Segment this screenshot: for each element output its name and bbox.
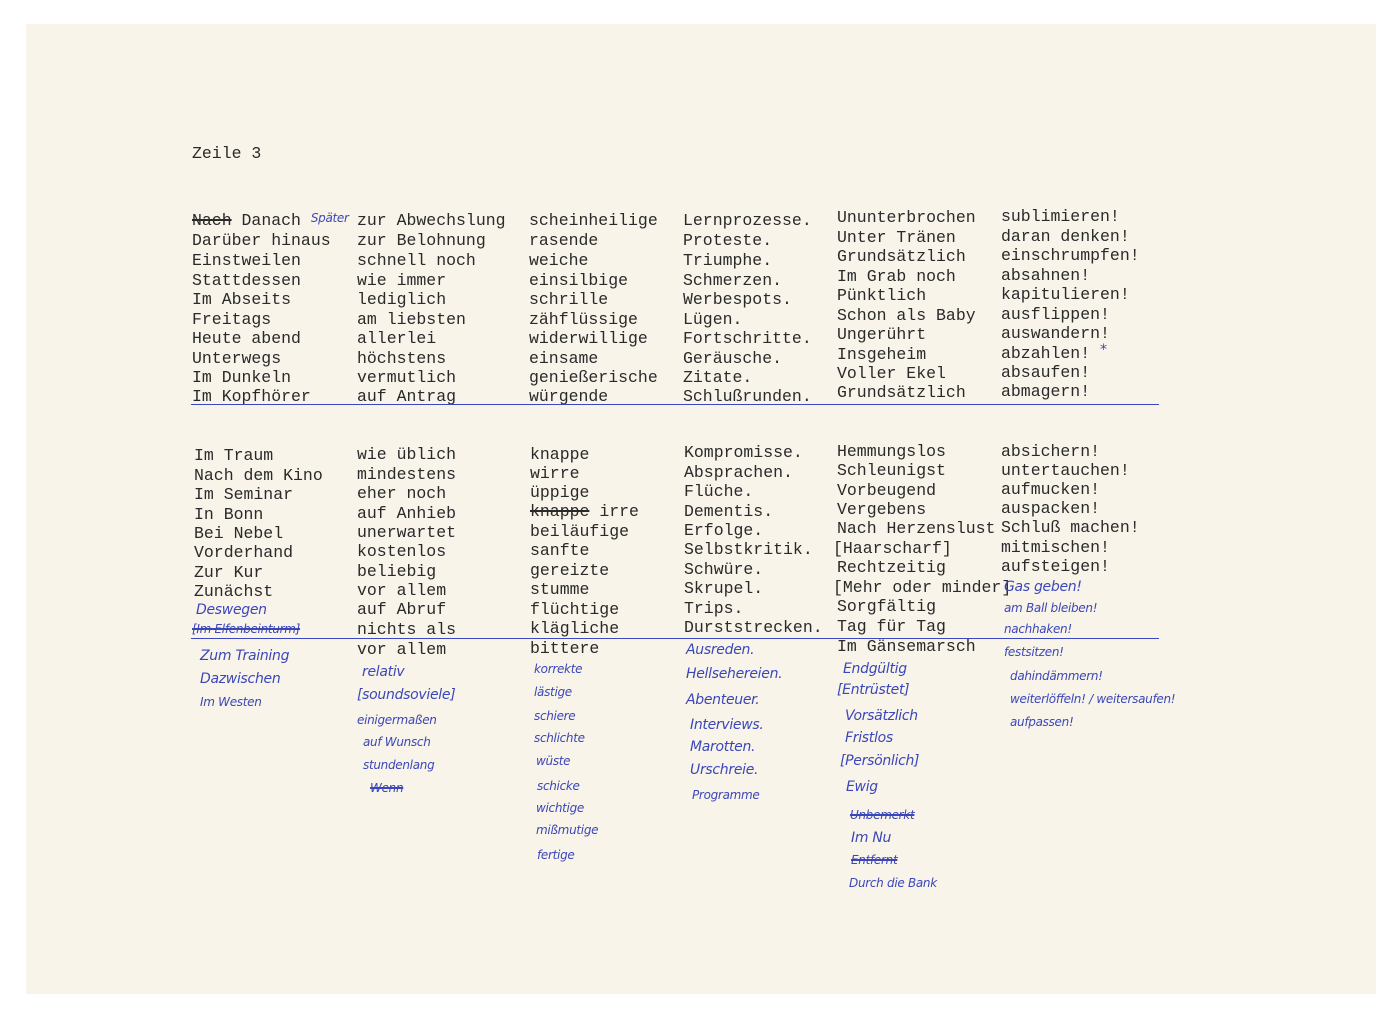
bot-r2-c4: Absprachen. (684, 463, 793, 482)
bot-r3-c4: Flüche. (684, 482, 754, 501)
bot-r9-c5: Sorgfältig (837, 597, 937, 616)
top-r3-c6: einschrumpfen! (1001, 246, 1140, 265)
top-r2-c1: Darüber hinaus (192, 231, 331, 250)
bot-r3-c1: Im Seminar (194, 485, 294, 504)
hand-c3-2: lästige (534, 685, 572, 699)
hand-c5-5: [Persönlich] (840, 753, 920, 769)
hand-c4-6: Urschreie. (690, 762, 759, 778)
top-r6-c5: Schon als Baby (837, 306, 976, 325)
bot-r5-c3: beiläufige (530, 522, 630, 541)
hand-c5-7: Im Nu (851, 830, 892, 846)
top-r10-c4: Schlußrunden. (683, 387, 812, 406)
top-r7-c1: Heute abend (192, 329, 301, 348)
hand-c3-8: mißmutige (536, 823, 599, 837)
top-divider-line (191, 404, 1159, 405)
bot-r7-c1: Zur Kur (194, 563, 264, 582)
top-r8-c3: einsame (529, 349, 599, 368)
bot-r7-c5: Rechtzeitig (837, 558, 946, 577)
bot-r9-c2: auf Abruf (357, 600, 447, 619)
top-r7-c5: Ungerührt (837, 325, 927, 344)
hand-c3-6: schicke (537, 779, 580, 793)
top-r5-c1: Im Abseits (192, 290, 292, 309)
hand-c6-3: weiterlöffeln! / weitersaufen! (1010, 692, 1176, 706)
bot-r3-c6: aufmucken! (1001, 480, 1101, 499)
bot-r6-c2: kostenlos (357, 542, 447, 561)
hand-c4-3: Abenteuer. (686, 692, 760, 708)
top-r2-c5: Unter Tränen (837, 228, 956, 247)
top-r10-c3: würgende (529, 387, 609, 406)
hand-c3-9: fertige (537, 848, 575, 862)
top-r9-c6: absaufen! (1001, 363, 1091, 382)
hand-c4-7: Programme (692, 788, 760, 802)
hand-c3-5: wüste (536, 754, 571, 768)
hand-c2-5: stundenlang (363, 758, 435, 772)
hand-c5-6: Ewig (846, 779, 878, 795)
bot-r5-c5: Nach Herzenslust (837, 519, 996, 538)
bot-r2-c1: Nach dem Kino (194, 466, 323, 485)
top-r8-c5: Insgeheim (837, 345, 927, 364)
top-r8-c1: Unterwegs (192, 349, 282, 368)
top-r9-c2: vermutlich (357, 368, 457, 387)
top-r6-c3: zähflüssige (529, 310, 638, 329)
hand-c3-3: schiere (534, 709, 576, 723)
top-r6-c4: Lügen. (683, 310, 743, 329)
top-r1-c5: Ununterbrochen (837, 208, 976, 227)
bot-r10-c5: Tag für Tag (837, 617, 946, 636)
top-r3-c4: Triumphe. (683, 251, 773, 270)
page-title: Zeile 3 (192, 144, 262, 163)
top-r3-c5: Grundsätzlich (837, 247, 966, 266)
bot-r4-c3: knappe irre (530, 502, 639, 521)
top-r2-c4: Proteste. (683, 231, 773, 250)
bot-r1-c1: Im Traum (194, 446, 274, 465)
bot-r1-c4: Kompromisse. (684, 443, 803, 462)
bot-r1-c2: wie üblich (357, 445, 457, 464)
hand-c4-5: Marotten. (690, 739, 756, 755)
top-r8-c6: abzahlen! * (1001, 342, 1107, 363)
hand-c2-3: einigermaßen (357, 713, 437, 727)
top-r1-c2: zur Abwechslung (357, 211, 506, 230)
bot-r2-c5: Schleunigst (837, 461, 946, 480)
top-r1-c4: Lernprozesse. (683, 211, 812, 230)
top-r3-c2: schnell noch (357, 251, 476, 270)
top-r5-c2: lediglich (357, 290, 447, 309)
bot-r2-c6: untertauchen! (1001, 461, 1130, 480)
hand-c5-struck-2: Entfernt (851, 853, 898, 867)
bot-r4-c4: Dementis. (684, 502, 774, 521)
bot-r10-c3: klägliche (530, 619, 620, 638)
asterisk-mark: * (1100, 342, 1107, 358)
bot-r2-c3: wirre (530, 464, 580, 483)
extra-typed-c3: bittere (530, 639, 600, 658)
top-r10-c2: auf Antrag (357, 387, 457, 406)
bot-r3-c3: üppige (530, 483, 590, 502)
hand-c3-7: wichtige (536, 801, 584, 815)
top-r1-c3: scheinheilige (529, 211, 658, 230)
top-r5-c4: Werbespots. (683, 290, 792, 309)
bot-r5-c2: unerwartet (357, 523, 457, 542)
hand-c4-4: Interviews. (690, 717, 764, 733)
bot-r8-c5: [Mehr oder minder] (833, 578, 1012, 597)
hand-c2-4: auf Wunsch (363, 735, 431, 749)
bot-r3-c2: eher noch (357, 484, 447, 503)
hand-c5-2: [Entrüstet] (837, 682, 910, 698)
hand-c1-1: Zum Training (200, 648, 290, 664)
top-r7-c2: allerlei (357, 329, 437, 348)
bot-r1-c5: Hemmungslos (837, 442, 946, 461)
hand-c6-4: aufpassen! (1010, 715, 1074, 729)
bot-r9-c6-hand: am Ball bleiben! (1004, 601, 1098, 615)
top-r4-c3: einsilbige (529, 271, 629, 290)
bot-r5-c6: Schluß machen! (1001, 518, 1140, 537)
top-r6-c1: Freitags (192, 310, 272, 329)
bot-r8-c3: stumme (530, 580, 590, 599)
bot-r6-c4: Selbstkritik. (684, 540, 813, 559)
top-r5-c5: Pünktlich (837, 286, 927, 305)
top-r4-c4: Schmerzen. (683, 271, 783, 290)
bot-r8-c4: Skrupel. (684, 579, 764, 598)
bot-r4-c1: In Bonn (194, 505, 264, 524)
hand-c5-struck-1: Unbemerkt (850, 808, 915, 822)
top-r4-c2: wie immer (357, 271, 447, 290)
bot-r9-c4: Trips. (684, 599, 744, 618)
top-r3-c1: Einstweilen (192, 251, 301, 270)
bot-r6-c3: sanfte (530, 541, 590, 560)
bot-r5-c1: Bei Nebel (194, 524, 284, 543)
hand-c6-1: festsitzen! (1004, 645, 1064, 659)
hand-c2-struck: Wenn (370, 781, 404, 795)
bot-r9-c1-hand: Deswegen (196, 602, 267, 618)
top-r10-c1: Im Kopfhörer (192, 387, 311, 406)
bot-r4-c2: auf Anhieb (357, 504, 457, 523)
bot-r6-c5: [Haarscharf] (833, 539, 952, 558)
bot-r8-c6-hand: Gas geben! (1004, 579, 1082, 595)
bot-r3-c5: Vorbeugend (837, 481, 937, 500)
extra-typed-c2: vor allem (357, 640, 447, 659)
bot-r5-c4: Erfolge. (684, 521, 764, 540)
top-r10-c5: Grundsätzlich (837, 383, 966, 402)
bot-r6-c1: Vorderhand (194, 543, 294, 562)
hand-c4-1: Ausreden. (686, 642, 755, 658)
bot-r8-c2: vor allem (357, 581, 447, 600)
hand-c5-4: Fristlos (845, 730, 893, 746)
hand-c1-2: Dazwischen (200, 671, 281, 687)
top-r2-c2: zur Belohnung (357, 231, 486, 250)
top-r8-c4: Geräusche. (683, 349, 783, 368)
top-r7-c3: widerwillige (529, 329, 648, 348)
top-r7-c4: Fortschritte. (683, 329, 812, 348)
bottom-divider-line (191, 638, 1159, 639)
hand-c5-3: Vorsätzlich (845, 708, 918, 724)
bot-r10-c1-hand-struck: [Im Elfenbeinturm] (192, 622, 301, 636)
hand-c5-8: Durch die Bank (849, 876, 937, 890)
top-r2-c6: daran denken! (1001, 227, 1130, 246)
top-r8-c2: höchstens (357, 349, 447, 368)
top-r4-c6: absahnen! (1001, 266, 1091, 285)
hand-c4-2: Hellsehereien. (686, 666, 783, 682)
bot-r10-c6-hand: nachhaken! (1004, 622, 1072, 636)
bot-r4-c6: auspacken! (1001, 499, 1101, 518)
bot-r10-c2: nichts als (357, 620, 457, 639)
top-r9-c4: Zitate. (683, 368, 753, 387)
extra-typed-c5: Im Gänsemarsch (837, 637, 976, 656)
bot-r7-c6: aufsteigen! (1001, 557, 1110, 576)
bot-r9-c3: flüchtige (530, 600, 620, 619)
hand-c3-1: korrekte (534, 662, 583, 676)
hand-c5-1: Endgültig (843, 661, 907, 677)
bot-r1-c3: knappe (530, 445, 590, 464)
hand-c2-2: [soundsoviele] (357, 687, 456, 703)
top-r6-c6: ausflippen! (1001, 305, 1110, 324)
top-r9-c3: genießerische (529, 368, 658, 387)
hand-c3-4: schlichte (534, 731, 585, 745)
top-r6-c2: am liebsten (357, 310, 466, 329)
bot-r4-c5: Vergebens (837, 500, 927, 519)
top-r4-c1: Stattdessen (192, 271, 301, 290)
top-r9-c1: Im Dunkeln (192, 368, 292, 387)
top-r1-c1: Nach Danach Später (192, 211, 349, 230)
top-r4-c5: Im Grab noch (837, 267, 956, 286)
top-r5-c6: kapitulieren! (1001, 285, 1130, 304)
top-r1-c6: sublimieren! (1001, 207, 1120, 226)
bot-r6-c6: mitmischen! (1001, 538, 1110, 557)
top-r7-c6: auswandern! (1001, 324, 1110, 343)
top-r2-c3: rasende (529, 231, 599, 250)
bot-r10-c4: Durststrecken. (684, 618, 823, 637)
bot-r1-c6: absichern! (1001, 442, 1101, 461)
bot-r7-c4: Schwüre. (684, 560, 764, 579)
top-r9-c5: Voller Ekel (837, 364, 946, 383)
top-r5-c3: schrille (529, 290, 609, 309)
hand-c6-2: dahindämmern! (1010, 669, 1103, 683)
bot-r7-c2: beliebig (357, 562, 437, 581)
top-r10-c6: abmagern! (1001, 382, 1091, 401)
bot-r8-c1: Zunächst (194, 582, 274, 601)
bot-r7-c3: gereizte (530, 561, 610, 580)
hand-c2-1: relativ (362, 664, 405, 680)
top-r3-c3: weiche (529, 251, 589, 270)
hand-c1-3: Im Westen (200, 695, 262, 709)
bot-r2-c2: mindestens (357, 465, 457, 484)
